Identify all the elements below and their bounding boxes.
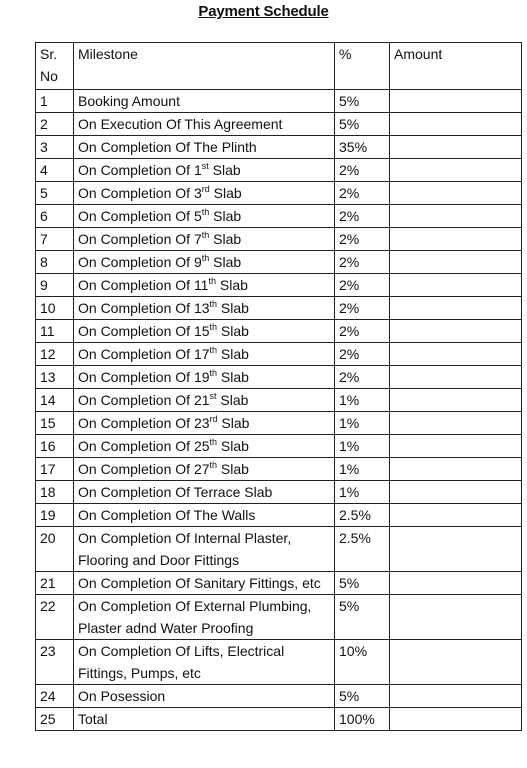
- table-row: [36, 113, 522, 136]
- row-number: 12: [36, 343, 74, 366]
- ordinal-suffix: th: [209, 460, 218, 470]
- milestone-text: On Completion Of 17: [78, 346, 210, 362]
- table-row: [36, 435, 522, 458]
- table-row: [36, 527, 522, 572]
- row-percent: 2%: [335, 205, 390, 228]
- row-milestone: [74, 320, 335, 343]
- milestone-text: Total: [78, 711, 108, 727]
- table-row: [36, 136, 522, 159]
- table-row: [36, 205, 522, 228]
- row-number: 10: [36, 297, 74, 320]
- row-amount: [390, 159, 522, 182]
- row-amount: [390, 113, 522, 136]
- row-milestone: [74, 251, 335, 274]
- row-number: 7: [36, 228, 74, 251]
- ordinal-suffix: st: [209, 391, 217, 401]
- milestone-suffix: Slab: [216, 277, 248, 293]
- ordinal-suffix: th: [209, 345, 218, 355]
- table-row: [36, 458, 522, 481]
- row-percent: 5%: [335, 113, 390, 136]
- milestone-text: On Execution Of This Agreement: [78, 116, 283, 132]
- milestone-text: On Completion Of Lifts, Electrical Fittings, Pumps, etc: [78, 643, 285, 681]
- table-row: [36, 708, 522, 731]
- milestone-suffix: Slab: [209, 254, 242, 270]
- row-milestone: [74, 159, 335, 182]
- row-percent: 2%: [335, 182, 390, 205]
- row-number: 11: [36, 320, 74, 343]
- row-milestone: [74, 572, 335, 595]
- row-number: 6: [36, 205, 74, 228]
- milestone-text: On Completion Of 9: [78, 254, 202, 270]
- row-amount: [390, 228, 522, 251]
- row-amount: [390, 412, 522, 435]
- page-title: Payment Schedule: [198, 3, 329, 20]
- row-milestone: [74, 343, 335, 366]
- row-percent: 2%: [335, 343, 390, 366]
- row-amount: [390, 481, 522, 504]
- milestone-suffix: Slab: [216, 392, 249, 408]
- table-row: [36, 251, 522, 274]
- milestone-suffix: Slab: [217, 438, 249, 454]
- table-row: [36, 685, 522, 708]
- row-milestone: [74, 228, 335, 251]
- row-number: 25: [36, 708, 74, 731]
- row-amount: [390, 504, 522, 527]
- table-row: [36, 366, 522, 389]
- milestone-text: On Completion Of 19: [78, 369, 210, 385]
- milestone-suffix: Slab: [217, 369, 249, 385]
- row-number: 15: [36, 412, 74, 435]
- row-number: 5: [36, 182, 74, 205]
- payment-schedule-table: [35, 42, 522, 731]
- row-amount: [390, 708, 522, 731]
- milestone-text: On Posession: [78, 688, 166, 704]
- milestone-text: On Completion Of 25: [78, 438, 210, 454]
- milestone-text: On Completion Of Sanitary Fittings, etc: [78, 575, 321, 591]
- header-sr-no: Sr. No: [36, 43, 74, 90]
- row-amount: [390, 640, 522, 685]
- table-row: [36, 297, 522, 320]
- row-amount: [390, 320, 522, 343]
- row-milestone: [74, 640, 335, 685]
- milestone-text: On Completion Of 7: [78, 231, 202, 247]
- table-row: [36, 412, 522, 435]
- row-percent: 2%: [335, 320, 390, 343]
- milestone-text: On Completion Of 11: [78, 277, 209, 293]
- milestone-suffix: Slab: [217, 300, 249, 316]
- ordinal-suffix: th: [201, 253, 210, 263]
- table-row: [36, 640, 522, 685]
- table-row: [36, 389, 522, 412]
- row-milestone: [74, 595, 335, 640]
- table-row: [36, 159, 522, 182]
- row-amount: [390, 136, 522, 159]
- row-percent: 5%: [335, 572, 390, 595]
- row-number: 3: [36, 136, 74, 159]
- table-row: [36, 182, 522, 205]
- row-amount: [390, 90, 522, 113]
- row-percent: 2%: [335, 159, 390, 182]
- milestone-suffix: Slab: [209, 185, 242, 201]
- milestone-text: On Completion Of External Plumbing, Plaster adnd Water Proofing: [78, 598, 312, 636]
- row-number: 9: [36, 274, 74, 297]
- milestone-text: On Completion Of The Plinth: [78, 139, 257, 155]
- header-milestone: Milestone: [74, 43, 335, 90]
- row-milestone: [74, 685, 335, 708]
- table-body: [36, 90, 522, 731]
- row-milestone: [74, 136, 335, 159]
- milestone-text: On Completion Of 21: [78, 392, 210, 408]
- milestone-suffix: Slab: [217, 415, 250, 431]
- row-milestone: [74, 412, 335, 435]
- row-amount: [390, 297, 522, 320]
- row-percent: 2%: [335, 366, 390, 389]
- milestone-text: On Completion Of 3: [78, 185, 202, 201]
- row-percent: 10%: [335, 640, 390, 685]
- row-milestone: [74, 481, 335, 504]
- row-percent: 2%: [335, 251, 390, 274]
- row-number: 8: [36, 251, 74, 274]
- header-percent: %: [335, 43, 390, 90]
- ordinal-suffix: rd: [209, 414, 218, 424]
- row-milestone: [74, 435, 335, 458]
- row-percent: 1%: [335, 412, 390, 435]
- milestone-text: On Completion Of 13: [78, 300, 210, 316]
- row-percent: 2%: [335, 228, 390, 251]
- row-percent: 2.5%: [335, 527, 390, 572]
- header-amount: Amount: [390, 43, 522, 90]
- ordinal-suffix: th: [209, 368, 218, 378]
- row-amount: [390, 458, 522, 481]
- ordinal-suffix: st: [201, 161, 209, 171]
- ordinal-suffix: th: [209, 437, 218, 447]
- table-row: [36, 90, 522, 113]
- row-amount: [390, 366, 522, 389]
- row-percent: 1%: [335, 389, 390, 412]
- table-row: [36, 504, 522, 527]
- row-milestone: [74, 90, 335, 113]
- table-header-row: [36, 43, 522, 90]
- row-number: 20: [36, 527, 74, 572]
- row-number: 22: [36, 595, 74, 640]
- row-milestone: [74, 504, 335, 527]
- milestone-suffix: Slab: [209, 231, 242, 247]
- table-row: [36, 228, 522, 251]
- row-percent: 5%: [335, 595, 390, 640]
- table-row: [36, 595, 522, 640]
- row-number: 17: [36, 458, 74, 481]
- ordinal-suffix: rd: [201, 184, 210, 194]
- row-number: 4: [36, 159, 74, 182]
- row-percent: 5%: [335, 685, 390, 708]
- table-row: [36, 572, 522, 595]
- milestone-text: On Completion Of 5: [78, 208, 202, 224]
- row-amount: [390, 685, 522, 708]
- milestone-text: On Completion Of Terrace Slab: [78, 484, 273, 500]
- ordinal-suffix: th: [201, 230, 210, 240]
- row-amount: [390, 251, 522, 274]
- row-amount: [390, 527, 522, 572]
- table-row: [36, 320, 522, 343]
- row-number: 19: [36, 504, 74, 527]
- milestone-text: On Completion Of The Walls: [78, 507, 256, 523]
- row-milestone: [74, 205, 335, 228]
- table-row: [36, 343, 522, 366]
- row-amount: [390, 389, 522, 412]
- row-percent: 2%: [335, 274, 390, 297]
- milestone-suffix: Slab: [208, 162, 241, 178]
- row-number: 13: [36, 366, 74, 389]
- row-milestone: [74, 366, 335, 389]
- row-percent: 1%: [335, 458, 390, 481]
- milestone-text: Booking Amount: [78, 93, 180, 109]
- row-milestone: [74, 389, 335, 412]
- row-amount: [390, 435, 522, 458]
- milestone-suffix: Slab: [217, 323, 249, 339]
- row-milestone: [74, 708, 335, 731]
- row-number: 1: [36, 90, 74, 113]
- milestone-text: On Completion Of Internal Plaster, Flooring and Door Fittings: [78, 530, 292, 568]
- row-amount: [390, 205, 522, 228]
- row-amount: [390, 274, 522, 297]
- milestone-suffix: Slab: [209, 208, 242, 224]
- row-milestone: [74, 182, 335, 205]
- row-amount: [390, 595, 522, 640]
- table-row: [36, 481, 522, 504]
- row-number: 21: [36, 572, 74, 595]
- ordinal-suffix: th: [208, 276, 216, 286]
- row-percent: 2%: [335, 297, 390, 320]
- row-percent: 35%: [335, 136, 390, 159]
- row-number: 16: [36, 435, 74, 458]
- milestone-text: On Completion Of 15: [78, 323, 210, 339]
- milestone-text: On Completion Of 1: [78, 162, 202, 178]
- row-number: 23: [36, 640, 74, 685]
- row-percent: 5%: [335, 90, 390, 113]
- row-amount: [390, 343, 522, 366]
- row-milestone: [74, 527, 335, 572]
- row-percent: 1%: [335, 481, 390, 504]
- row-milestone: [74, 458, 335, 481]
- row-number: 24: [36, 685, 74, 708]
- milestone-text: On Completion Of 27: [78, 461, 210, 477]
- row-milestone: [74, 274, 335, 297]
- milestone-text: On Completion Of 23: [78, 415, 210, 431]
- ordinal-suffix: th: [209, 299, 218, 309]
- row-percent: 100%: [335, 708, 390, 731]
- ordinal-suffix: th: [201, 207, 210, 217]
- row-percent: 2.5%: [335, 504, 390, 527]
- milestone-suffix: Slab: [217, 346, 249, 362]
- row-number: 2: [36, 113, 74, 136]
- row-milestone: [74, 113, 335, 136]
- row-milestone: [74, 297, 335, 320]
- row-amount: [390, 182, 522, 205]
- row-percent: 1%: [335, 435, 390, 458]
- row-amount: [390, 572, 522, 595]
- ordinal-suffix: th: [209, 322, 218, 332]
- table-row: [36, 274, 522, 297]
- milestone-suffix: Slab: [217, 461, 249, 477]
- row-number: 18: [36, 481, 74, 504]
- row-number: 14: [36, 389, 74, 412]
